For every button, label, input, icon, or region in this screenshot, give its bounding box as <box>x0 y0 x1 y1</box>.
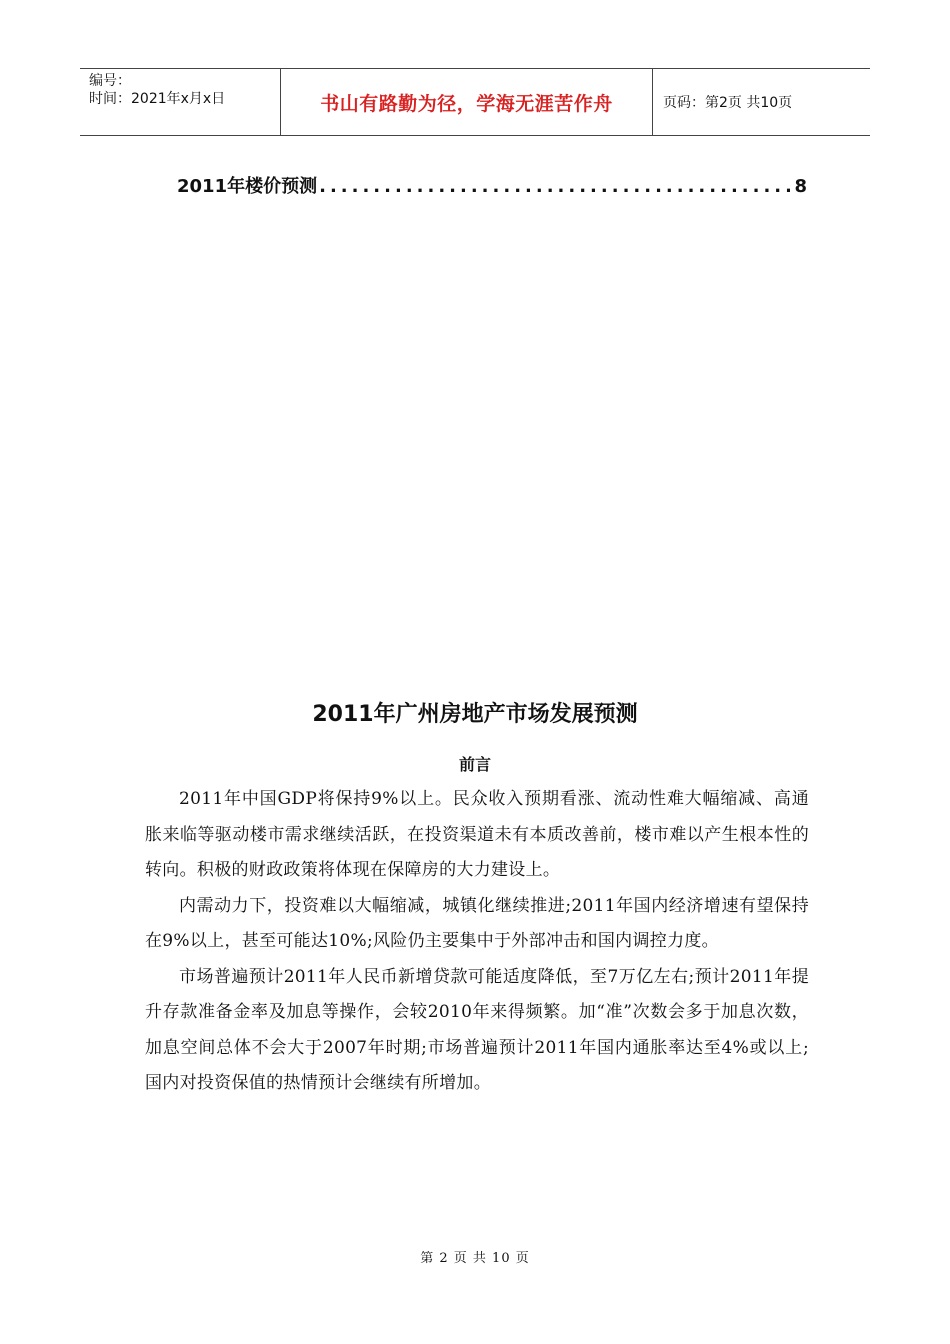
header-page-info: 页码：第2页 共10页 <box>663 95 793 111</box>
document-body <box>145 782 809 1102</box>
header-meta <box>80 69 281 135</box>
toc-entry[interactable] <box>177 172 807 198</box>
section-heading: 前言 <box>458 755 491 774</box>
header-motto: 书山有路勤为径，学海无涯苦作舟 <box>281 69 653 135</box>
paragraph: 2011年中国GDP将保持9%以上。民众收入预期看涨、流动性难大幅缩减、高通胀来临等驱动楼市需求继续活跃，在投资渠道未有本质改善前，楼市难以产生根本性的转向。积极的财政政策将体现在保障房的大力建设上。 <box>145 789 809 880</box>
toc-entry-title: 2011年楼价预测 <box>177 176 318 197</box>
document-title: 2011年广州房地产市场发展预测 <box>312 702 638 727</box>
paragraph: 内需动力下，投资难以大幅缩减，城镇化继续推进;2011年国内经济增速有望保持在9%以上，甚至可能达10%;风险仍主要集中于外部冲击和国内调控力度。 <box>145 895 809 951</box>
toc-entry-page: 8 <box>794 176 807 197</box>
document-time-label: 时间：2021年x月x日 <box>89 91 226 107</box>
page-header <box>80 68 870 136</box>
toc-leader-dots <box>319 176 790 197</box>
paragraph: 市场普遍预计2011年人民币新增贷款可能适度降低，至7万亿左右;预计2011年提升存款准备金率及加息等操作，会较2010年来得频繁。加“准”次数会多于加息次数，加息空间总体不会大于2007年时期;市场普遍预计2011年国内通胀率达至4%或以上;国内对投资保值的热情预计会继续有所增加。 <box>145 966 809 1093</box>
page-footer: 第 2 页 共 10 页 <box>420 1251 530 1266</box>
document-number-label: 编号： <box>89 73 131 89</box>
